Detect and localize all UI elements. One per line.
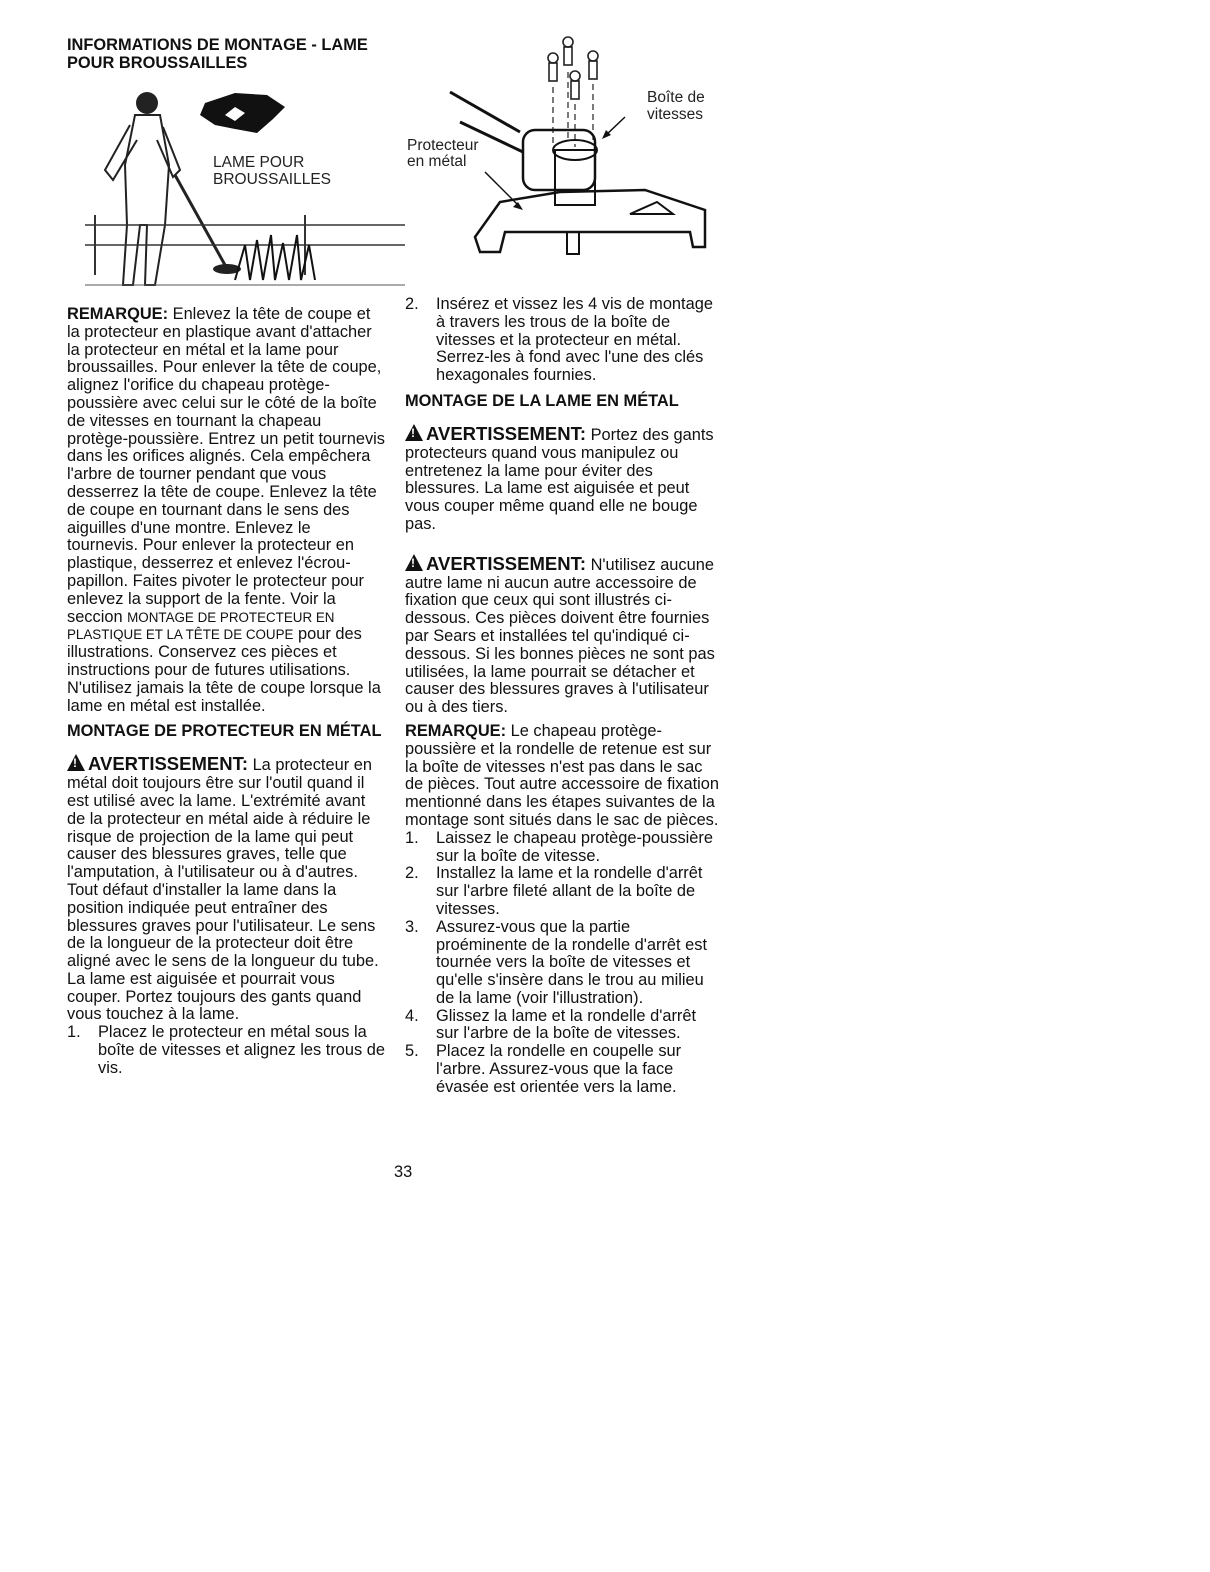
- left-steps: [67, 1024, 385, 1077]
- warning-text: N'utilisez aucune autre lame ni aucun autre accessoire de fixation que ceux qui sont illustrés ci-dessous. Ces pièces doivent être fournies par Sears et installées tel qu'indiqué ci-dessous. Si les bonnes pièces ne sont pas utilisées, la lame pourrait se détacher et causer des blessures graves à l'utilisateur ou à des tiers.: [405, 555, 715, 717]
- operator-illustration: [85, 85, 405, 295]
- figure-brush-blade: [85, 85, 405, 295]
- step-text: Installez la lame et la rondelle d'arrêt sur l'arbre fileté allant de la boîte de vitesses.: [436, 864, 703, 918]
- warning-accessories: [405, 554, 720, 717]
- step-text: Glissez la lame et la rondelle d'arrêt sur l'arbre de la boîte de vitesses.: [436, 1006, 697, 1043]
- remarque-paragraph: [67, 306, 385, 715]
- label-guard-2: en métal: [407, 153, 467, 170]
- list-item: [405, 865, 720, 918]
- figure1-label-2: BROUSSAILLES: [213, 171, 332, 188]
- remarque-text-b: pour des illustrations. Conservez ces pièces et instructions pour de futures utilisations. N'utilisez jamais la tête de coupe lorsque la lame en métal est installée.: [67, 625, 381, 715]
- left-column: [67, 306, 385, 1078]
- warning-keyword: AVERTISSEMENT:: [88, 753, 249, 775]
- step-text: Placez la rondelle en coupelle sur l'arbre. Assurez-vous que la face évasée est orientée vers la lame.: [436, 1042, 682, 1096]
- step-text: Placez le protecteur en métal sous la boîte de vitesses et alignez les trous de vis.: [98, 1023, 386, 1077]
- remarque-blade: [405, 723, 720, 830]
- label-gearbox-1: Boîte de: [647, 89, 705, 106]
- warning-keyword: AVERTISSEMENT:: [426, 552, 587, 574]
- step-number: 2.: [405, 295, 419, 313]
- warning-keyword: AVERTISSEMENT:: [426, 422, 587, 444]
- step-number: 5.: [405, 1042, 419, 1061]
- step-text: Insérez et vissez les 4 vis de montage à travers les trous de la boîte de vitesses et la protecteur en métal. Serrez-les à fond avec l'une des clés hexagonales fournies.: [436, 295, 713, 385]
- list-item: [405, 296, 720, 385]
- warning-metal-guard: [67, 754, 385, 1024]
- label-guard-1: Protecteur: [407, 137, 479, 154]
- warning-icon: [67, 754, 85, 771]
- step-number: 1.: [405, 828, 419, 847]
- list-item: [405, 1008, 720, 1044]
- heading-metal-guard: MONTAGE DE PROTECTEUR EN MÉTAL: [67, 722, 382, 741]
- step-number: 3.: [405, 917, 419, 936]
- list-item: [405, 919, 720, 1008]
- step-text: Assurez-vous que la partie proéminente de la rondelle d'arrêt est tournée vers la boîte de vitesses et qu'elle s'insère dans le trou au milieu de la lame (voir l'illustration).: [436, 917, 708, 1007]
- right-steps-a: [405, 296, 720, 385]
- list-item: [67, 1024, 385, 1077]
- list-item: [405, 830, 720, 866]
- page-number: 33: [394, 1163, 413, 1181]
- list-item: [405, 1043, 720, 1096]
- remarque-keyword: REMARQUE:: [67, 305, 169, 323]
- heading-metal-blade: MONTAGE DE LA LAME EN MÉTAL: [405, 391, 679, 410]
- step-number: 2.: [405, 864, 419, 883]
- label-gearbox-2: vitesses: [647, 106, 703, 123]
- warning-icon: [405, 424, 423, 441]
- step-number: 4.: [405, 1006, 419, 1025]
- remarque-keyword: REMARQUE:: [405, 721, 507, 740]
- warning-text: La protecteur en métal doit toujours être sur l'outil quand il est utilisé avec la lame. L'extrémité avant de la protecteur en métal aide à réduire le risque de projection de la lame qui peut causer des blessures graves, telle que l'amputation, à l'utilisateur ou à d'autres. Tout défaut d'installer la lame dans la position indiquée peut entraîner des blessures graves pour l'utilisateur. Le sens de la longueur de la protecteur doit être aligné avec le sens de la longueur du tube. La lame est aiguisée et pourrait vous couper. Portez toujours des gants quand vous touchez à la lame.: [67, 756, 379, 1024]
- warning-text: Portez des gants protecteurs quand vous manipulez ou entretenez la lame pour éviter des blessures. La lame est aiguisée et peut vous couper même quand elle ne bouge pas.: [405, 425, 714, 533]
- figure-gearbox-guard: [405, 32, 735, 262]
- remarque-text-a: Enlevez la tête de coupe et la protecteur en plastique avant d'attacher la protecteur en métal et la lame pour broussailles. Pour enlever la tête de coupe, alignez l'orifice du chapeau protège-poussière avec celui sur le côté de la boîte de vitesses en tournant la chapeau protège-poussière. Entrez un petit tournevis dans les orifices alignés. Cela empêchera l'arbre de tourner pendant que vous desserrez la tête de coupe. Enlevez la tête de coupe en tournant dans le sens des aiguilles d'une montre. Enlevez le tournevis. Pour enlever la protecteur en plastique, desserrez et enlevez l'écrou-papillon. Faites pivoter le protecteur pour enlevez la support de la fente. Voir la seccion: [67, 305, 385, 626]
- right-steps-b: [405, 830, 720, 1097]
- step-number: 1.: [67, 1023, 81, 1042]
- warning-icon: [405, 554, 423, 571]
- remarque-text: Le chapeau protège-poussière et la rondelle de retenue est sur la boîte de vitesses n'est pas dans le sac de pièces. Tout autre accessoire de fixation mentionné dans les étapes suivantes de la montage sont situés dans le sac de pièces.: [405, 721, 720, 829]
- warning-gloves: [405, 424, 720, 534]
- figure1-label-1: LAME POUR: [213, 154, 305, 171]
- remarque-section-ref: MONTAGE DE PROTECTEUR EN PLASTIQUE ET LA TÊTE DE COUPE: [67, 609, 335, 643]
- right-column: [405, 296, 720, 1097]
- step-text: Laissez le chapeau protège-poussière sur la boîte de vitesse.: [436, 828, 714, 865]
- page-title: INFORMATIONS DE MONTAGE - LAME POUR BROUSSAILLES: [67, 36, 368, 72]
